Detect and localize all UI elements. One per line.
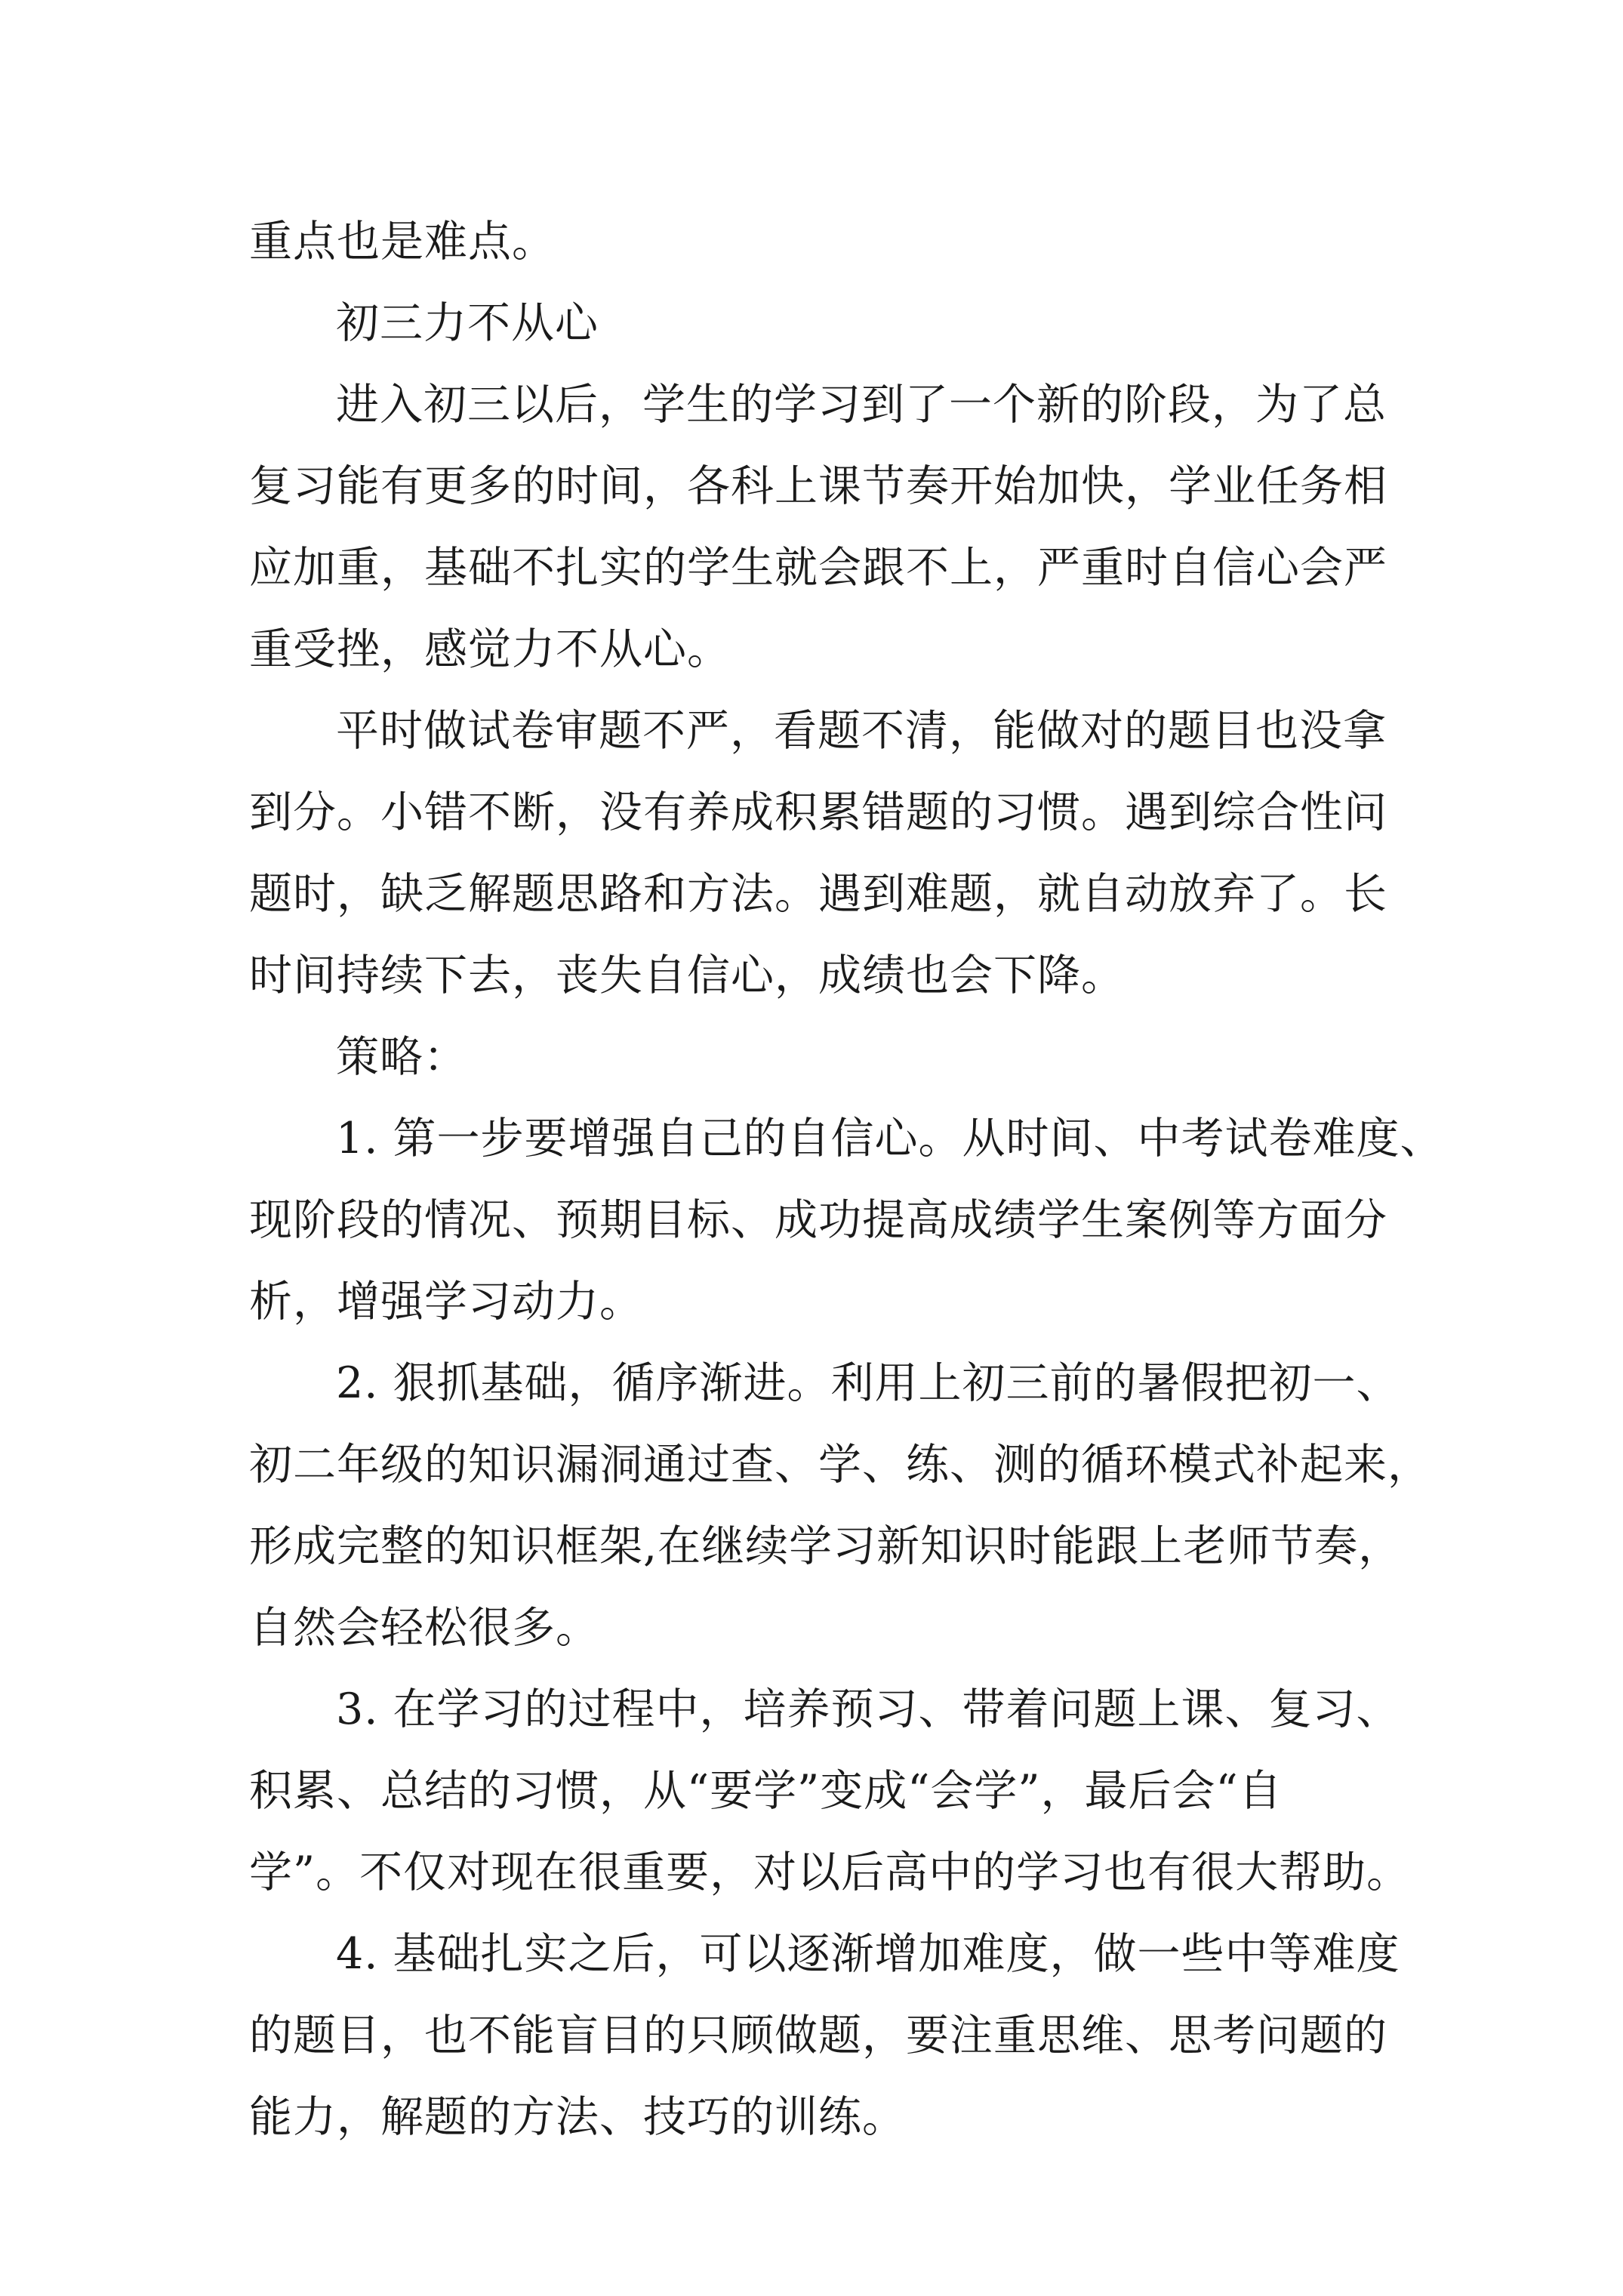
list-item-1-line: 1. 第一步要增强自己的自信心。从时间、中考试卷难度、 <box>336 1114 1444 1163</box>
list-item-3-line: 学”。不仅对现在很重要，对以后高中的学习也有很大帮助。 <box>249 1848 1411 1897</box>
list-item-3-line: 3. 在学习的过程中，培养预习、带着问题上课、复习、 <box>336 1684 1400 1734</box>
list-item-1-line: 析，增强学习动力。 <box>249 1277 643 1327</box>
section-heading: 策略： <box>336 1032 467 1082</box>
list-item-1-line: 现阶段的情况、预期目标、成功提高成绩学生案例等方面分 <box>249 1195 1387 1245</box>
list-item-4-line: 能力，解题的方法、技巧的训练。 <box>249 2092 906 2142</box>
text-line: 进入初三以后，学生的学习到了一个新的阶段，为了总 <box>336 380 1387 430</box>
text-line: 重点也是难点。 <box>249 217 556 267</box>
list-item-3-line: 积累、总结的习惯，从“要学”变成“会学”，最后会“自 <box>249 1766 1283 1816</box>
text-line: 到分。小错不断，没有养成积累错题的习惯。遇到综合性问 <box>249 787 1387 837</box>
list-item-2-line: 自然会轻松很多。 <box>249 1603 599 1653</box>
section-heading: 初三力不从心 <box>336 298 599 348</box>
list-item-2-line: 2. 狠抓基础，循序渐进。利用上初三前的暑假把初一、 <box>336 1358 1400 1408</box>
text-line: 应加重，基础不扎实的学生就会跟不上，严重时自信心会严 <box>249 543 1387 593</box>
text-line: 平时做试卷审题不严，看题不清，能做对的题目也没拿 <box>336 706 1387 756</box>
text-line: 重受挫，感觉力不从心。 <box>249 624 731 674</box>
text-line: 复习能有更多的时间，各科上课节奏开始加快，学业任务相 <box>249 461 1387 511</box>
list-item-4-line: 4. 基础扎实之后，可以逐渐增加难度，做一些中等难度 <box>336 1929 1400 1979</box>
text-line: 题时，缺乏解题思路和方法。遇到难题，就自动放弃了。长 <box>249 869 1387 919</box>
list-item-4-line: 的题目，也不能盲目的只顾做题，要注重思维、思考问题的 <box>249 2011 1387 2060</box>
text-line: 时间持续下去，丧失自信心，成绩也会下降。 <box>249 951 1125 1000</box>
list-item-2-line: 初二年级的知识漏洞通过查、学、练、测的循环模式补起来， <box>249 1440 1431 1490</box>
list-item-2-line: 形成完整的知识框架,在继续学习新知识时能跟上老师节奏， <box>249 1521 1403 1571</box>
